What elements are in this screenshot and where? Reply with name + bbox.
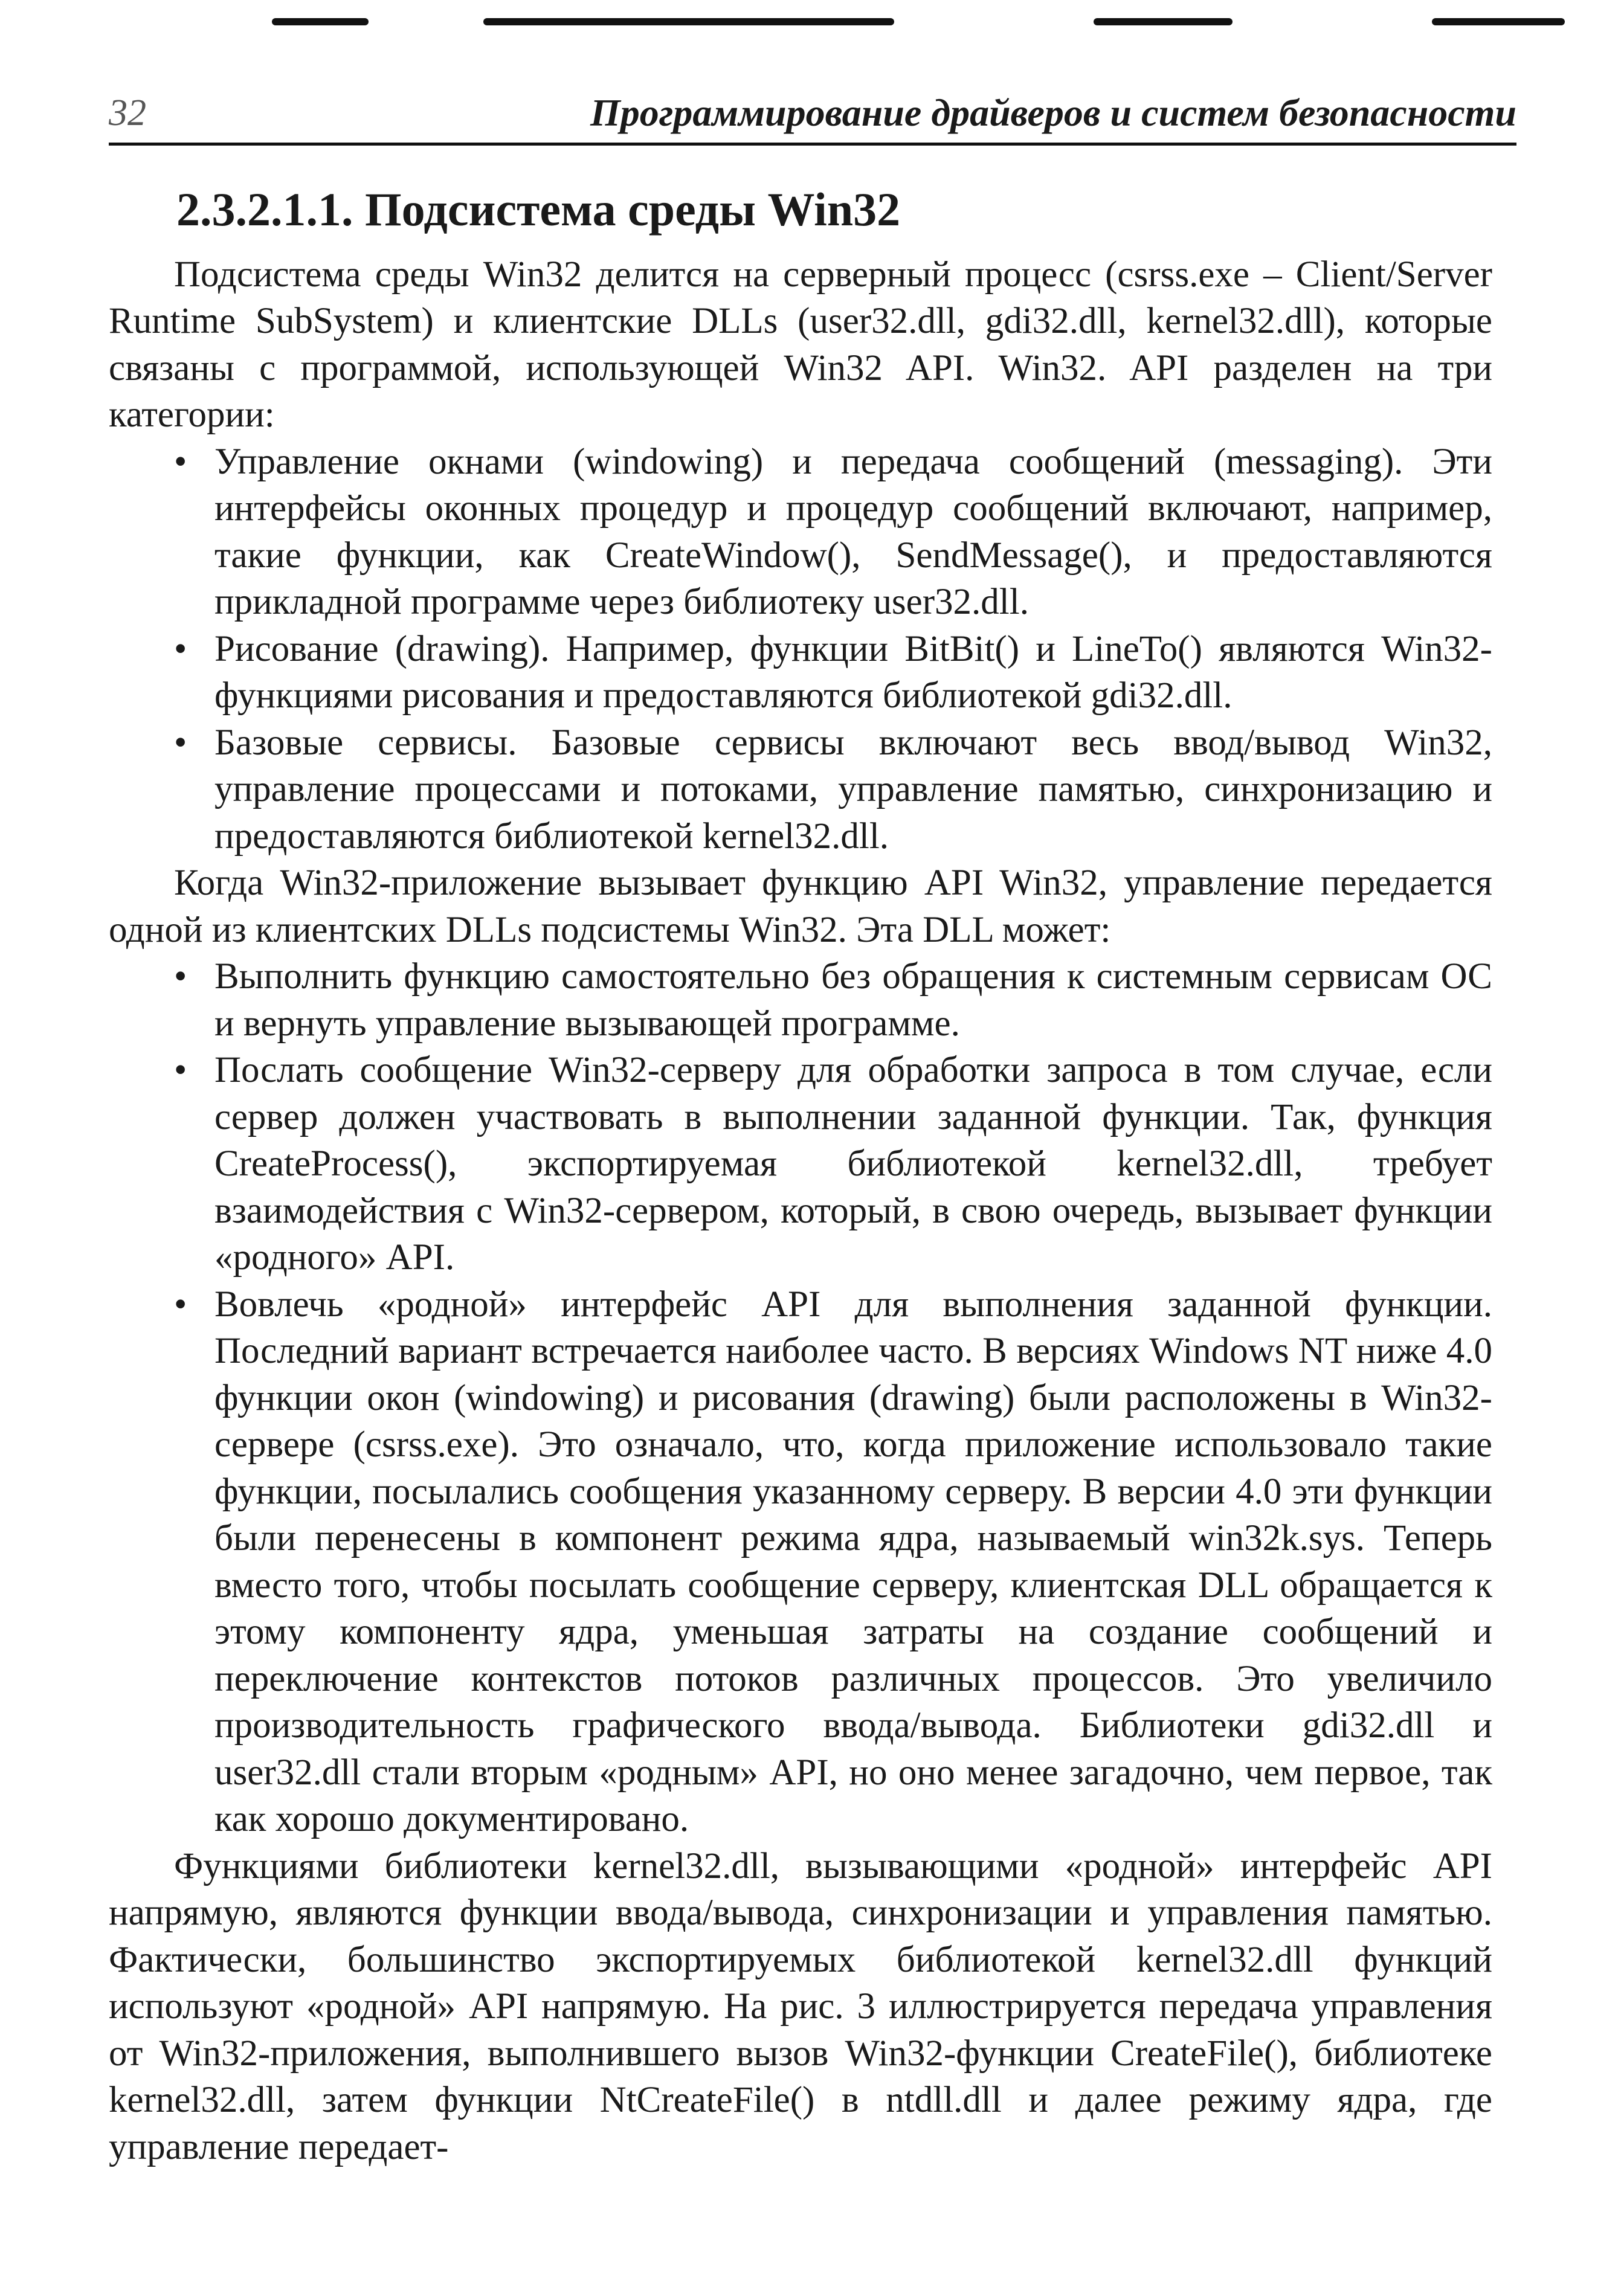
list-item: • Послать сообщение Win32-серверу для обработки запроса в том случае, если сервер должен участвовать в выполнении заданной функции. Так, функция CreateProcess(), экспортируемая библиотекой kernel32.dll, требует взаимодействия с Win32-сервером, который, в свою очередь, вызывает функции «родного» API. [109,1047,1492,1281]
scan-mark [483,18,894,25]
closing-paragraph: Функциями библиотеки kernel32.dll, вызывающими «родной» интерфейс API напрямую, являются функции ввода/вывода, синхронизации и управления памятью. Фактически, большинство экспортируемых библиотекой kernel32.dll функций используют «родной» API напрямую. На рис. 3 иллюстрируется передача управления от Win32-приложения, выполнившего вызов Win32-функции CreateFile(), библиотеке kernel32.dll, затем функции NtCreateFile() в ntdll.dll и далее режиму ядра, где управление передает- [109,1845,1492,2167]
scan-mark [1094,18,1233,25]
list-item: • Управление окнами (windowing) и передача сообщений (messaging). Эти интерфейсы оконных процедур и процедур сообщений включают, например, такие функции, как CreateWindow(), SendMessage(), и предоставляются прикладной программе через библиотеку user32.dll. [109,439,1492,626]
list-item: • Базовые сервисы. Базовые сервисы включают весь ввод/вывод Win32, управление процессами и потоками, управление памятью, синхронизацию и предоставляются библиотекой kernel32.dll. [109,719,1492,860]
api-categories-list [109,439,1492,860]
scan-mark [272,18,369,25]
section-heading: 2.3.2.1.1. Подсистема среды Win32 [176,183,901,236]
scan-artifacts [0,18,1621,42]
page-number: 32 [109,92,146,133]
list-item: • Рисование (drawing). Например, функции BitBit() и LineTo() являются Win32-функциями рисования и предоставляются библиотекой gdi32.dll. [109,626,1492,719]
running-header [109,85,1516,146]
dll-actions-list [109,953,1492,1843]
list-item: • Вовлечь «родной» интерфейс API для выполнения заданной функции. Последний вариант встречается наиболее часто. В версиях Windows NT ниже 4.0 функции окон (windowing) и рисования (drawing) были расположены в Win32-сервере (csrss.exe). Это означало, что, когда приложение использовало такие функции, посылались сообщения указанному серверу. В версии 4.0 эти функции были перенесены в компонент режима ядра, называемый win32k.sys. Теперь вместо того, чтобы посылать сообщение серверу, клиентская DLL обращается к этому компоненту ядра, уменьшая затраты на создание сообщений и переключение контекстов потоков различных процессов. Это увеличило производительность графического ввода/вывода. Библиотеки gdi32.dll и user32.dll стали вторым «родным» API, но оно менее загадочно, чем первое, так как хорошо документировано. [109,1281,1492,1843]
page-content [109,181,1492,2170]
dll-intro-paragraph: Когда Win32-приложение вызывает функцию API Win32, управление передается одной из клиентских DLLs подсистемы Win32. Эта DLL может: [109,863,1492,950]
intro-paragraph: Подсистема среды Win32 делится на серверный процесс (csrss.exe – Client/Server Runtime SubSystem) и клиентские DLLs (user32.dll, gdi32.dll, kernel32.dll), которые связаны с программой, использующей Win32 API. Win32. API разделен на три категории: [109,254,1492,436]
running-title: Программирование драйверов и систем безопасности [590,91,1516,134]
scan-mark [1432,18,1565,25]
list-item: • Выполнить функцию самостоятельно без обращения к системным сервисам ОС и вернуть управление вызывающей программе. [109,953,1492,1047]
